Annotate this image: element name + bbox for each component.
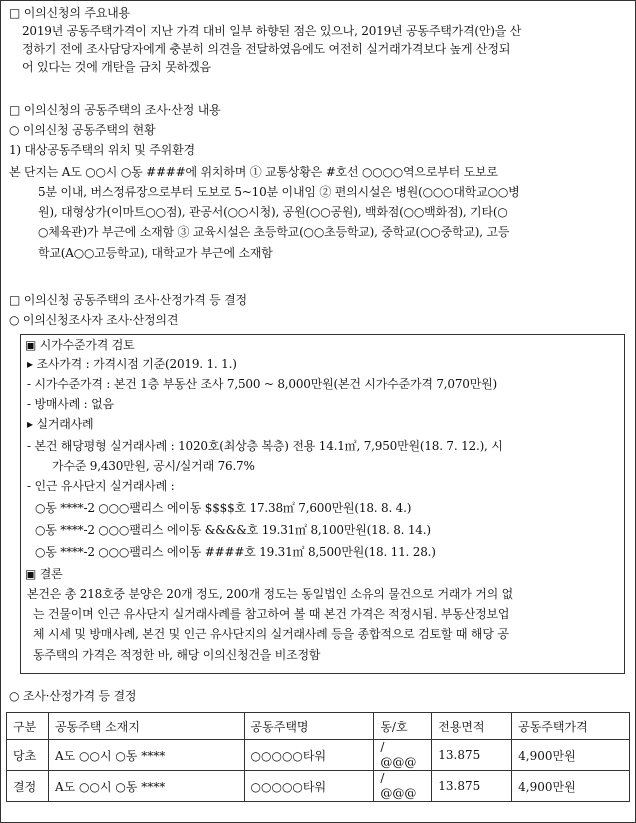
- row-price: 4,900만원: [512, 740, 630, 771]
- section3-title: □ 이의신청 공동주택의 조사·산정가격 등 결정: [9, 293, 247, 307]
- section2-line-2: 5분 이내, 버스정류장으로부터 도보로 5~10분 이내임 ② 편의시설은 병원(○○○대학교○○병: [38, 185, 520, 199]
- row-ho: @@@: [380, 755, 417, 769]
- row-price: 4,900만원: [512, 771, 630, 802]
- row-dong-ho: [374, 771, 432, 802]
- section1-line-1: 2019년 공동주택가격이 지난 가격 대비 일부 하향된 점은 있으나, 2019년 공동주택가격(안)을 산: [22, 24, 522, 38]
- section2-title: □ 이의신청의 공동주택의 조사·산정 내용: [9, 103, 221, 117]
- row-dong-ho: [374, 740, 432, 771]
- header-address: 공동주택 소재지: [48, 713, 244, 740]
- section1-line-2: 정하기 전에 조사담당자에게 충분히 의견을 전달하였음에도 여전히 실거래가격보다 높게 산정되: [22, 42, 511, 56]
- review-line-1: ▸ 조사가격 : 가격시점 기준(2019. 1. 1.): [27, 357, 237, 371]
- row-type: 당초: [7, 740, 49, 771]
- conclusion-line-1: 본건은 총 218호중 분양은 20개 정도, 200개 정도는 동일법인 소유의 물건으로 거래가 거의 없: [27, 587, 514, 601]
- row-area: 13.875: [432, 771, 512, 802]
- review-line-9: ○동 ****-2 ○○○팰리스 에이동 &&&&호 19.31㎡ 8,100만원(18. 8. 14.): [35, 523, 431, 537]
- header-type: 구분: [7, 713, 49, 740]
- section3-sub2: ○ 조사·산정가격 등 결정: [9, 689, 137, 703]
- row-name: ○○○○○타워: [244, 771, 374, 802]
- section2-line-4: ○체육관)가 부근에 소재함 ③ 교육시설은 초등학교(○○초등학교), 중학교(○○중학교), 고등: [38, 225, 510, 239]
- review-line-7: - 인근 유사단지 실거래사례 :: [27, 479, 175, 493]
- row-address: A도 ○○시 ○동 ****: [48, 771, 244, 802]
- row-ho: @@@: [380, 786, 417, 800]
- review-line-6: 가수준 9,430만원, 공시/실거래 76.7%: [52, 459, 255, 473]
- review-line-5: - 본건 해당평형 실거래사례 : 1020호(최상층 복층) 전용 14.1㎡, 7,950만원(18. 7. 12.), 시: [27, 439, 503, 453]
- section2-sub: ○ 이의신청 공동주택의 현황: [9, 123, 156, 137]
- row-dong: /: [380, 771, 385, 785]
- section3-sub: ○ 이의신청조사자 조사·산정의견: [9, 313, 179, 327]
- row-area: 13.875: [432, 740, 512, 771]
- table-row: [7, 771, 630, 802]
- header-name: 공동주택명: [244, 713, 374, 740]
- row-address: A도 ○○시 ○동 ****: [48, 740, 244, 771]
- conclusion-line-4: 동주택의 가격은 적정한 바, 해당 이의신청건을 비조정함: [33, 648, 321, 662]
- price-decision-table: [6, 712, 630, 802]
- review-line-2: - 시가수준가격 : 본건 1층 부동산 조사 7,500 ~ 8,000만원(본건 시가수준가격 7,070만원): [27, 377, 497, 391]
- header-price: 공동주택가격: [512, 713, 630, 740]
- review-box: [20, 334, 625, 674]
- header-dong-ho: 동/호: [374, 713, 432, 740]
- review-line-3: - 방매사례 : 없음: [27, 397, 114, 411]
- section1-line-3: 어 있다는 것에 개탄을 금치 못하겠음: [22, 60, 211, 74]
- section1-title: □ 이의신청의 주요내용: [9, 6, 130, 20]
- conclusion-line-2: 는 건물이며 인근 유사단지 실거래사례를 참고하여 볼 때 본건 가격은 적정시됨. 부동산정보업: [33, 607, 510, 621]
- row-name: ○○○○○타워: [244, 740, 374, 771]
- section2-line-1: 본 단지는 A도 ○○시 ○동 ####에 위치하며 ① 교통상황은 #호선 ○○○○역으로부터 도보로: [9, 165, 498, 179]
- conclusion-line-3: 체 시세 및 방매사례, 본건 및 인근 유사단지의 실거래사례 등을 종합적으로 검토할 때 해당 공: [33, 627, 509, 641]
- conclusion-title: ▣ 결론: [25, 567, 63, 581]
- row-dong: /: [380, 740, 385, 754]
- section2-item: 1) 대상공동주택의 위치 및 주위환경: [9, 143, 195, 157]
- row-type: 결정: [7, 771, 49, 802]
- section2-line-5: 학교(A○○고등학교), 대학교가 부근에 소재함: [38, 246, 273, 260]
- table-header-row: [7, 713, 630, 740]
- table-row: [7, 740, 630, 771]
- review-title: ▣ 시가수준가격 검토: [25, 338, 135, 352]
- review-line-4: ▸ 실거래사례: [27, 417, 94, 431]
- review-line-8: ○동 ****-2 ○○○팰리스 에이동 $$$$호 17.38㎡ 7,600만원(18. 8. 4.): [35, 501, 412, 515]
- review-line-10: ○동 ****-2 ○○○팰리스 에이동 ####호 19.31㎡ 8,500만원(18. 11. 28.): [35, 545, 436, 559]
- section2-line-3: 원), 대형상가(이마트○○점), 관공서(○○시청), 공원(○○공원), 백화점(○○백화점), 기타(○: [38, 205, 508, 219]
- header-area: 전용면적: [432, 713, 512, 740]
